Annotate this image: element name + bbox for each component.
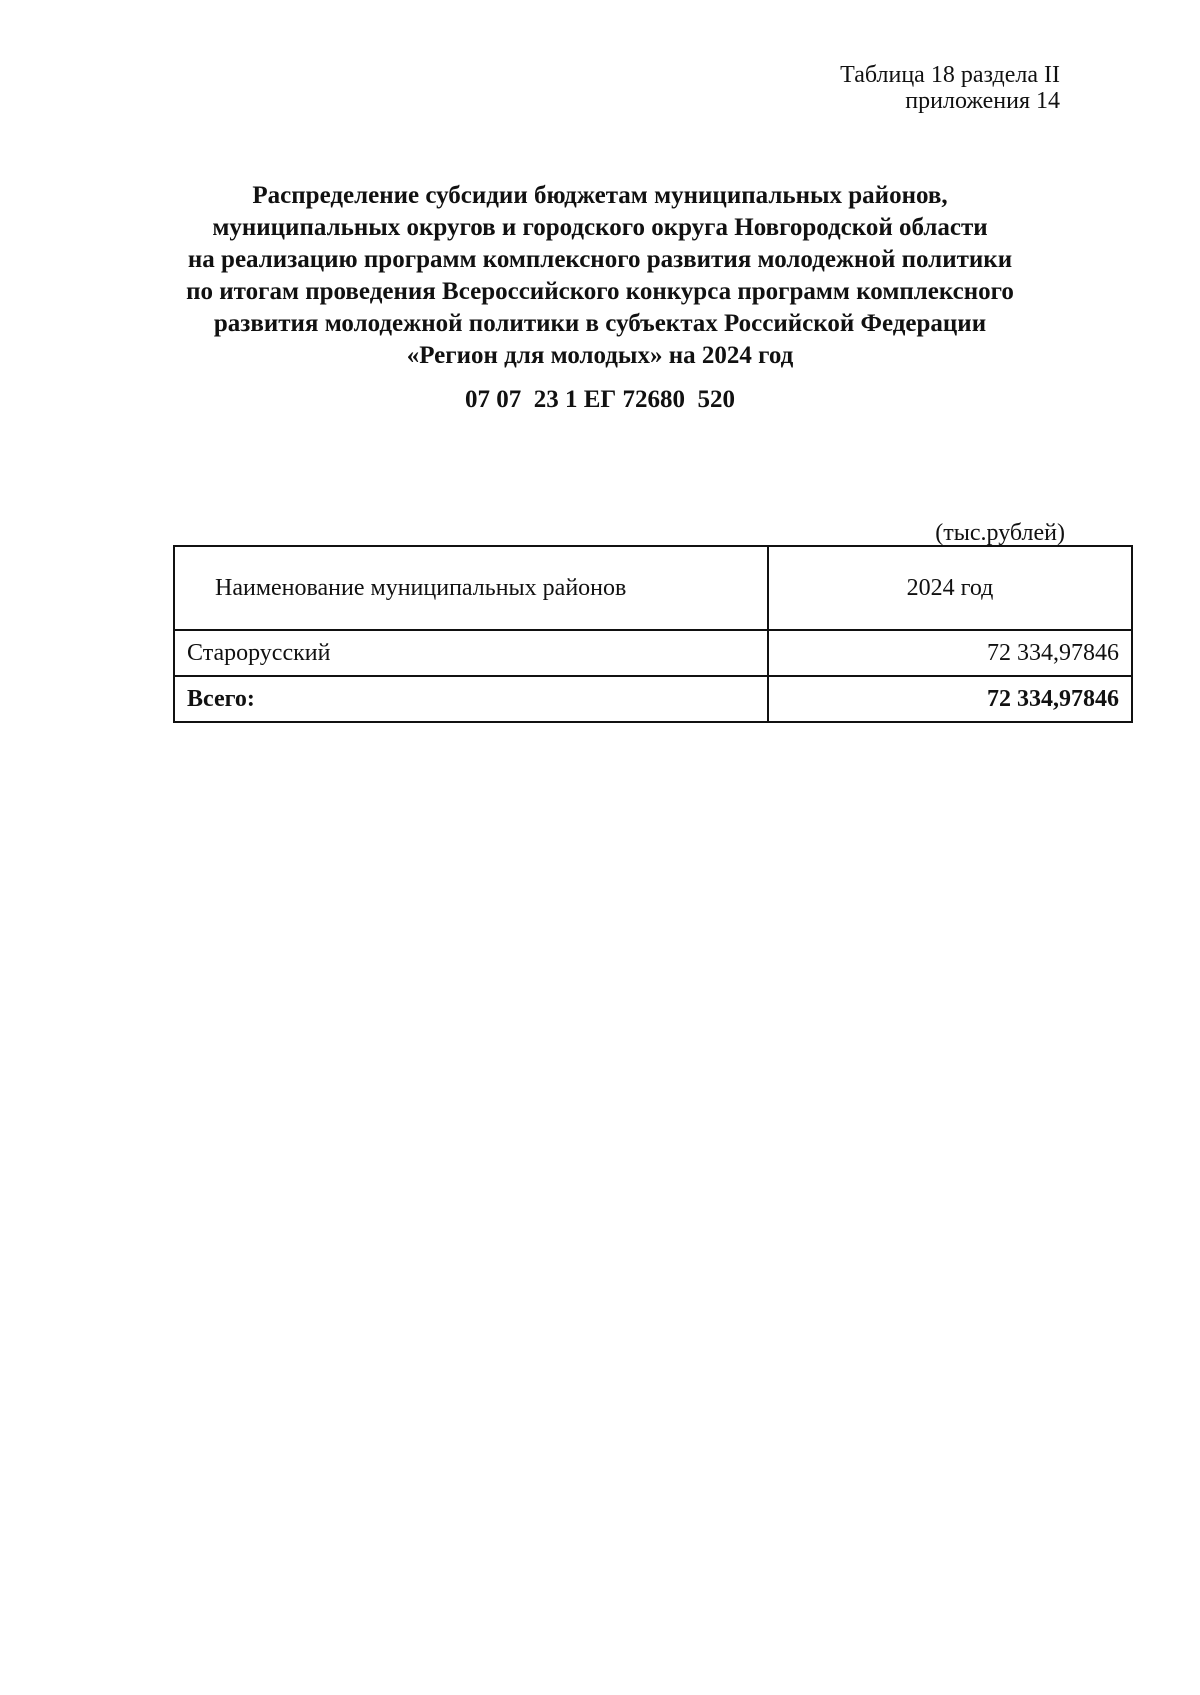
column-header-year: 2024 год [768,546,1132,630]
title-line: развития молодежной политики в субъектах Российской Федерации [213,310,987,337]
units-label: (тыс.рублей) [935,520,1065,546]
subsidy-table [173,545,1133,723]
reference-line-table: Таблица 18 раздела II [840,62,1060,88]
amount-cell: 72 334,97846 [768,630,1132,676]
title-line: муниципальных округов и городского округа Новгородской области [212,214,988,241]
title-line: «Регион для молодых» на 2024 год [406,342,794,369]
total-label-cell: Всего: [174,676,768,722]
document-title [120,180,1080,372]
title-line: по итогам проведения Всероссийского конкурса программ комплексного [186,278,1014,305]
total-amount-cell: 72 334,97846 [768,676,1132,722]
budget-classification-code: 07 07 23 1 ЕГ 72680 520 [464,386,736,413]
table-total-row [174,676,1132,722]
title-line: Распределение субсидии бюджетам муниципальных районов, [252,182,948,209]
reference-line-appendix: приложения 14 [905,88,1060,114]
table-header-row [174,546,1132,630]
column-header-district: Наименование муниципальных районов [174,546,768,630]
document-reference [840,62,1060,114]
table-row [174,630,1132,676]
title-line: на реализацию программ комплексного развития молодежной политики [187,246,1013,273]
district-name-cell: Старорусский [174,630,768,676]
